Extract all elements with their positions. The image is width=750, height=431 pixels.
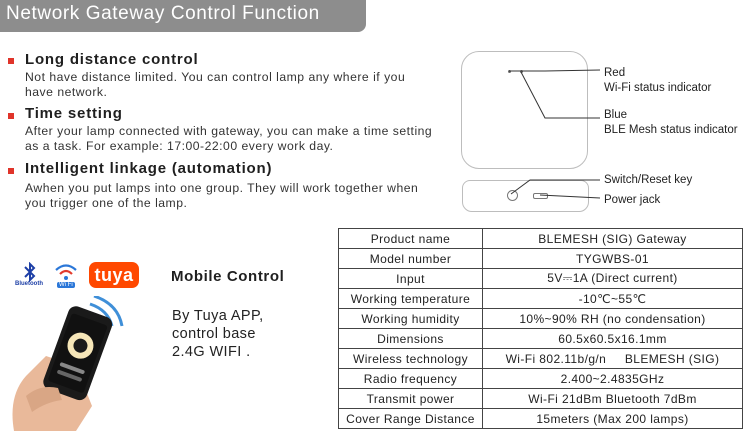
spec-value: 60.5x60.5x16.1mm	[483, 329, 743, 349]
table-row	[339, 289, 743, 309]
power-label: Power jack	[604, 194, 661, 206]
spec-table	[338, 228, 743, 429]
blue-description: BLE Mesh status indicator	[604, 124, 738, 136]
spec-value: 2.400~2.4835GHz	[483, 369, 743, 389]
bluetooth-label: Bluetooth	[15, 281, 43, 287]
spec-key: Dimensions	[339, 329, 483, 349]
mobile-control-title: Mobile Control	[171, 268, 285, 285]
spec-value: 5V⎓1A (Direct current)	[483, 269, 743, 289]
spec-value: BLEMESH (SIG) Gateway	[483, 229, 743, 249]
spec-key: Product name	[339, 229, 483, 249]
feature-title: Intelligent linkage (automation)	[25, 160, 273, 177]
spec-value: Wi-Fi 802.11b/g/n BLEMESH (SIG)	[483, 349, 743, 369]
red-description: Wi-Fi status indicator	[604, 82, 712, 94]
table-row	[339, 309, 743, 329]
spec-value: -10℃~55℃	[483, 289, 743, 309]
feature-description: Not have distance limited. You can control lamp any where if you have network.	[25, 70, 406, 99]
wifi-label: Wi Fi	[59, 282, 73, 288]
feature-title: Time setting	[25, 105, 123, 122]
page-title: Network Gateway Control Function	[6, 3, 320, 24]
feature-description: Awhen you put lamps into one group. They will work together when you trigger one of the lamp.	[25, 181, 419, 210]
spec-key: Transmit power	[339, 389, 483, 409]
red-label: Red	[604, 67, 626, 79]
spec-key: Wireless technology	[339, 349, 483, 369]
table-row	[339, 269, 743, 289]
spec-key: Cover Range Distance	[339, 409, 483, 429]
switch-label: Switch/Reset key	[604, 174, 693, 186]
spec-key: Working humidity	[339, 309, 483, 329]
table-row	[339, 389, 743, 409]
spec-key: Input	[339, 269, 483, 289]
feature-description: After your lamp connected with gateway, you can make a time setting as a task. For example: 17:00-22:00 every work day.	[25, 124, 433, 153]
spec-value: Wi-Fi 21dBm Bluetooth 7dBm	[483, 389, 743, 409]
spec-key: Radio frequency	[339, 369, 483, 389]
mobile-control-description: By Tuya APP, control base 2.4G WIFI .	[172, 308, 264, 360]
phone-in-hand-illustration	[6, 296, 140, 431]
table-row	[339, 329, 743, 349]
table-row	[339, 409, 743, 429]
table-row	[339, 349, 743, 369]
bluetooth-icon	[22, 262, 38, 282]
feature-title: Long distance control	[25, 51, 199, 68]
spec-value: 10%~90% RH (no condensation)	[483, 309, 743, 329]
spec-value: 15meters (Max 200 lamps)	[483, 409, 743, 429]
blue-label: Blue	[604, 109, 628, 121]
table-row	[339, 369, 743, 389]
spec-key: Working temperature	[339, 289, 483, 309]
wifi-icon	[54, 262, 78, 282]
table-row	[339, 229, 743, 249]
table-row	[339, 249, 743, 269]
spec-value: TYGWBS-01	[483, 249, 743, 269]
spec-key: Model number	[339, 249, 483, 269]
tuya-logo: tuya	[89, 262, 139, 288]
